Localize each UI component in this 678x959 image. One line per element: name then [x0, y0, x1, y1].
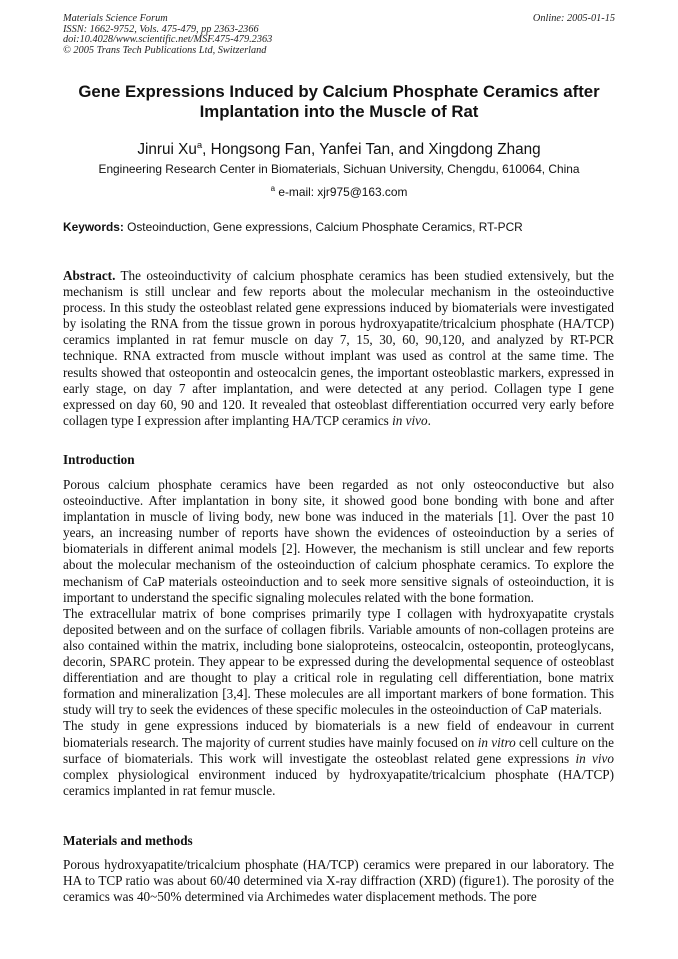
affiliation: Engineering Research Center in Biomaterials, Sichuan University, Chengdu, 610064, China [98, 162, 580, 176]
email-superscript: a [270, 184, 276, 193]
title-line-2: Implantation into the Muscle of Rat [199, 102, 479, 121]
journal-header [63, 14, 615, 56]
abstract-text: The osteoinductivity of calcium phosphate ceramics has been studied extensively, but the mechanism is still unclear and few reports about the molecular mechanism in the osteoinductive process. In this study the osteoblast related gene expressions induced by biomaterials were investigated by isolating the RNA from the tissue grown in porous hydroxyapatite/tricalcium phosphate (HA/TCP) ceramics implanted in rat femur muscle on day 7, 15, 30, 60, 90,120, and analyzed by RT-PCR technique. RNA extracted from muscle without implant was used as control at the same time. The results showed that osteopontin and osteocalcin genes, the important osteoblastic markers, expressed in early stage, on day 7 after implantation, and were detected at any period. Collagen type I gene expressed on day 60, 90 and 120. It revealed that osteoblast differentiation occurred very early before collagen type I expression after implanting HA/TCP ceramics [63, 268, 614, 428]
intro-paragraph-2: The extracellular matrix of bone comprises primarily type I collagen with hydroxyapatite crystals deposited between and on the surface of collagen fibrils. Variable amounts of non-collagen proteins are also contained within the matrix, including bone sialoproteins, osteocalcin, osteopontin, proteoglycans, decorin, SPARC protein. They appear to be expressed during the developmental sequence of osteoblast differentiation and are thought to play a critical role in regulating cell differentiation, bone matrix formation and mineralization [3,4]. These molecules are all important markers of bone formation. This study will try to seek the evidences of these specific molecules in the osteoinduction of CaP materials. [63, 605, 614, 718]
copyright-line: © 2005 Trans Tech Publications Ltd, Switzerland [63, 44, 267, 56]
online-date: Online: 2005-01-15 [532, 13, 615, 24]
abstract-italic: in vivo [392, 412, 428, 428]
email-text: e-mail: xjr975@163.com [275, 184, 408, 199]
intro-p3-italic-2: in vivo [575, 750, 614, 766]
author-list [40, 137, 638, 159]
author-superscript: a [196, 140, 203, 151]
title-line-1: Gene Expressions Induced by Calcium Phosphate Ceramics after [78, 82, 600, 101]
first-author: Jinrui Xu [137, 141, 197, 159]
abstract-label: Abstract. [63, 268, 116, 283]
paper-title [40, 82, 638, 122]
methods-heading: Materials and methods [63, 833, 193, 848]
issn-line: ISSN: 1662-9752, Vols. 475-479, pp 2363-2366 [63, 23, 259, 35]
intro-p3-text-b: cell culture on the surface of biomaterials. This work will investigate the osteoblast related gene expressions [63, 734, 614, 766]
journal-name: Materials Science Forum [63, 13, 168, 24]
intro-p3-text-a: The study in gene expressions induced by biomaterials is a new field of endeavour in current biomaterials research. The majority of current studies have mainly focused on [63, 718, 614, 750]
keywords-text: Osteoinduction, Gene expressions, Calcium Phosphate Ceramics, RT-PCR [123, 220, 523, 234]
intro-p3-text-c: complex physiological environment induced by hydroxyapatite/tricalcium phosphate (HA/TCP) ceramics implanted in rat femur muscle. [63, 766, 614, 798]
keywords-label: Keywords: [63, 220, 124, 234]
intro-p3-italic-1: in vitro [477, 734, 516, 750]
intro-paragraph-3 [63, 718, 614, 798]
doi-line: doi:10.4028/www.scientific.net/MSF.475-479.2363 [63, 34, 273, 46]
intro-paragraph-1: Porous calcium phosphate ceramics have been regarded as not only osteoconductive but also osteoinductive. After implantation in bony site, it showed good bone bonding with bone and after implantation in muscle of living body, new bone was induced in the materials [1]. Over the past 10 years, an increasing number of reports have shown the evidences of osteoinduction by a series of biomaterials in different animal models [2]. However, the mechanism is still unclear and few reports about the molecular mechanism of the osteoinduction of calcium phosphate ceramics. To explore the mechanism of CaP materials osteoinduction and to seek more sensitive signals of osteoinduction, it is important to understand the specific signaling molecules related with the bone formation. [63, 477, 614, 605]
author-email [30, 182, 648, 199]
other-authors: , Hongsong Fan, Yanfei Tan, and Xingdong Zhang [202, 141, 541, 159]
abstract [63, 268, 614, 429]
methods-paragraph-1: Porous hydroxyapatite/tricalcium phosphate (HA/TCP) ceramics were prepared in our laboratory. The HA to TCP ratio was about 60/40 determined via X-ray diffraction (XRD) (figure1). The porosity of the ceramics was 40~50% determined via Archimedes water displacement methods. The pore [63, 857, 614, 905]
methods-body [63, 857, 614, 905]
introduction-heading: Introduction [63, 452, 135, 467]
keywords [63, 220, 615, 234]
abstract-end: . [427, 412, 431, 428]
introduction-body [63, 477, 614, 799]
